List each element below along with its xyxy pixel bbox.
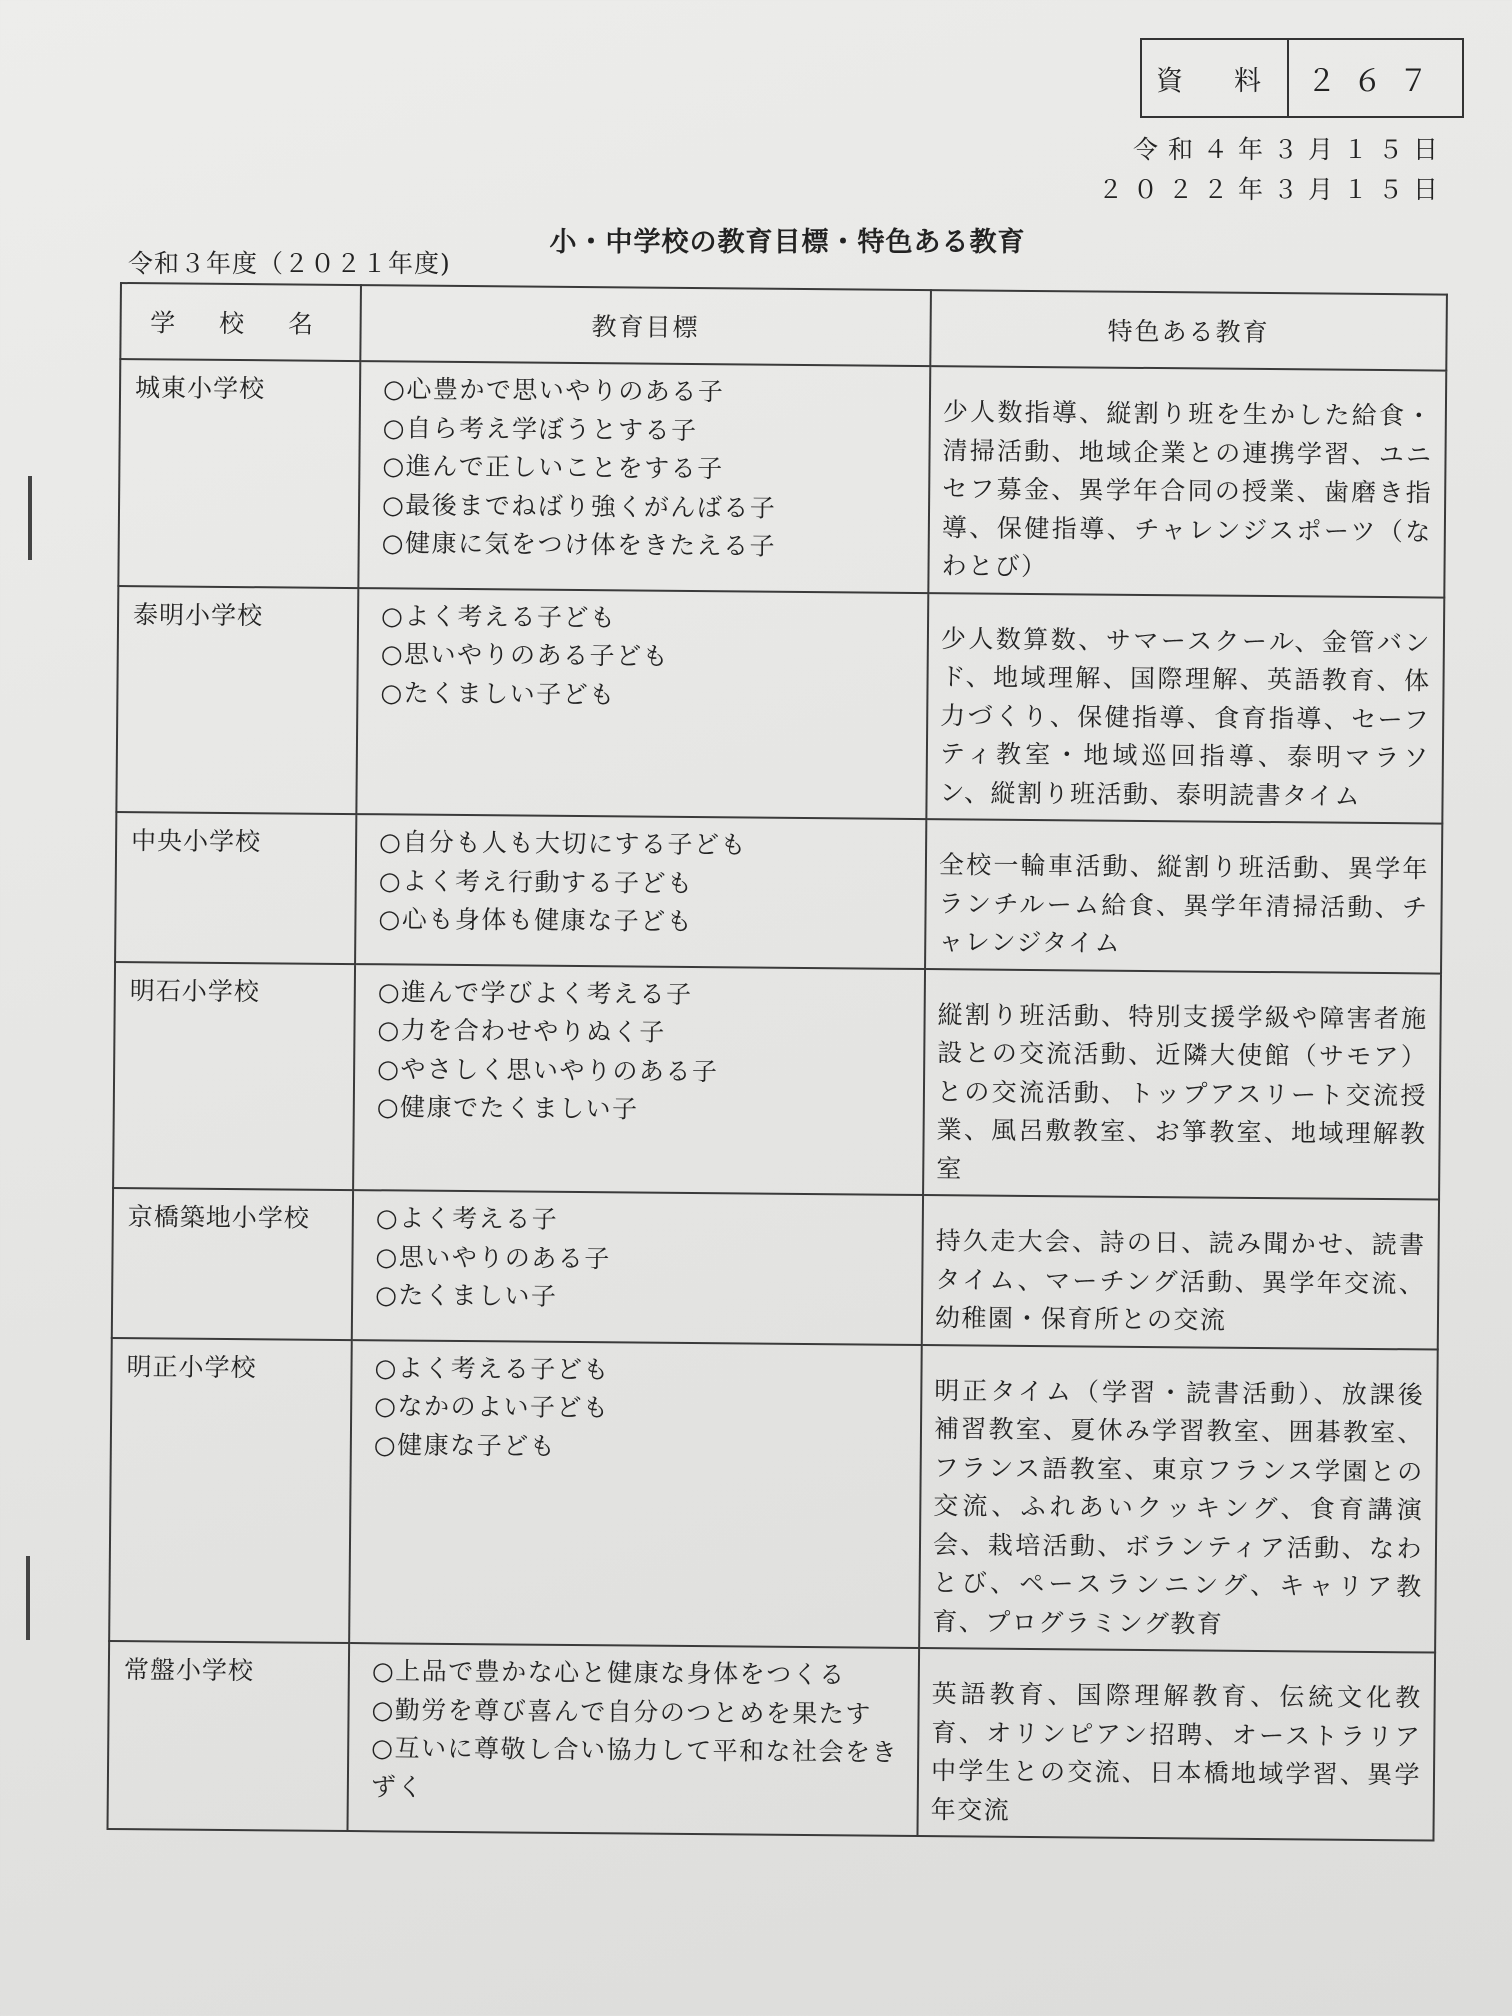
school-name-cell: 泰明小学校: [116, 585, 358, 814]
goal-item: ○よく考える子ども: [374, 1352, 610, 1384]
school-goals-table: [106, 282, 1447, 1842]
goal-item: ○なかのよい子ども: [374, 1391, 610, 1423]
goals-cell: [355, 814, 926, 968]
goal-item: ○やさしく思いやりのある子: [377, 1053, 719, 1086]
goal-item: ○進んで正しいことをする子: [382, 451, 724, 484]
goals-cell: [352, 1190, 923, 1344]
table-row: [118, 359, 1446, 597]
goals-cell: [349, 1340, 922, 1648]
goal-item: ○よく考え行動する子ども: [378, 865, 694, 898]
goals-cell: [347, 1643, 919, 1836]
reference-label: 資 料: [1142, 40, 1289, 116]
goal-item: ○自ら考え学ぼうとする子: [382, 412, 698, 445]
reference-number: ２６７: [1306, 64, 1445, 99]
goals-cell: [356, 588, 928, 819]
goal-item: ○心豊かで思いやりのある子: [382, 374, 725, 407]
goal-item: ○たくましい子: [375, 1280, 558, 1311]
goal-item: ○勤労を尊び喜んで自分のつとめを果たす: [371, 1694, 872, 1729]
goal-item: ○健康な子ども: [373, 1429, 557, 1461]
table-row: [113, 961, 1441, 1199]
school-name-cell: 明石小学校: [113, 961, 355, 1190]
features-cell: 全校一輪車活動、縦割り班活動、異学年ランチルーム給食、異学年清掃活動、チャレンジタイム: [925, 819, 1442, 973]
header-school-name: 学 校 名: [120, 283, 361, 361]
table-row: [108, 1641, 1436, 1841]
goal-item: ○自分も人も大切にする子ども: [378, 827, 748, 860]
document-title: 小・中学校の教育目標・特色ある教育: [549, 227, 1026, 258]
goal-item: ○互いに尊敬し合い協力して平和な社会をきずく: [370, 1733, 899, 1802]
table-row: [112, 1188, 1439, 1349]
features-cell: 少人数指導、縦割り班を生かした給食・清掃活動、地域企業との連携学習、ユニセフ募金、異学年合同の授業、歯磨き指導、保健指導、チャレンジスポーツ（なわとび）: [928, 366, 1446, 597]
goal-item: ○健康に気をつけ体をきたえる子: [381, 528, 777, 561]
table-row: [109, 1337, 1438, 1652]
goals-cell: [358, 361, 930, 592]
goal-item: ○思いやりのある子: [375, 1241, 611, 1273]
goal-item: ○よく考える子ども: [380, 600, 617, 632]
features-cell: 明正タイム（学習・読書活動）、放課後補習教室、夏休み学習教室、囲碁教室、フランス語教室、東京フランス学園との交流、ふれあいクッキング、食育講演会、栽培活動、ボランティア活動、なわとび、ペースランニング、キャリア教育、プログラミング教育: [919, 1345, 1438, 1653]
goal-item: ○進んで学びよく考える子: [377, 976, 693, 1009]
school-name-cell: 中央小学校: [115, 812, 356, 964]
date-western: ２０２２年３月１５日: [1097, 175, 1448, 204]
school-name-cell: 城東小学校: [118, 359, 360, 588]
table-row: [116, 585, 1444, 823]
goal-item: ○よく考える子: [375, 1203, 559, 1234]
reference-box: [1140, 38, 1464, 118]
date-era: 令和４年３月１５日: [1132, 135, 1448, 164]
school-name-cell: 京橋築地小学校: [112, 1188, 353, 1340]
table-header-row: [120, 283, 1447, 371]
goal-item: ○力を合わせやりぬく子: [377, 1015, 666, 1047]
table-row: [115, 812, 1442, 973]
goals-cell: [353, 964, 925, 1195]
goal-item: ○上品で豊かな心と健康な身体をつくる: [371, 1656, 846, 1690]
goal-item: ○最後までねばり強くがんばる子: [381, 489, 777, 523]
fiscal-year-label: 令和３年度（２０２１年度): [128, 249, 451, 278]
features-cell: 英語教育、国際理解教育、伝統文化教育、オリンピアン招聘、オーストラリア中学生との交流、日本橋地域学習、異学年交流: [917, 1648, 1435, 1840]
features-cell: 縦割り班活動、特別支援学級や障害者施設との交流活動、近隣大使館（サモア）との交流活動、トップアスリート交流授業、風呂敷教室、お箏教室、地域理解教室: [923, 969, 1441, 1200]
header-goals: 教育目標: [360, 285, 931, 366]
goal-item: ○たくましい子ども: [380, 677, 616, 709]
goal-item: ○健康でたくましい子: [376, 1092, 639, 1124]
header-features: 特色ある教育: [930, 290, 1447, 371]
binder-hole-mark: [28, 476, 32, 560]
features-cell: 少人数算数、サマースクール、金管バンド、地域理解、国際理解、英語教育、体力づくり、保健指導、食育指導、セーフティ教室・地域巡回指導、泰明マラソン、縦割り班活動、泰明読書タイム: [926, 593, 1444, 824]
school-name-cell: 常盤小学校: [108, 1641, 350, 1831]
goal-item: ○思いやりのある子ども: [380, 639, 670, 671]
school-name-cell: 明正小学校: [109, 1337, 352, 1643]
goal-item: ○心も身体も健康な子ども: [378, 904, 694, 937]
features-cell: 持久走大会、詩の日、読み聞かせ、読書タイム、マーチング活動、異学年交流、幼稚園・保育所との交流: [922, 1195, 1439, 1349]
binder-hole-mark: [26, 1556, 30, 1640]
